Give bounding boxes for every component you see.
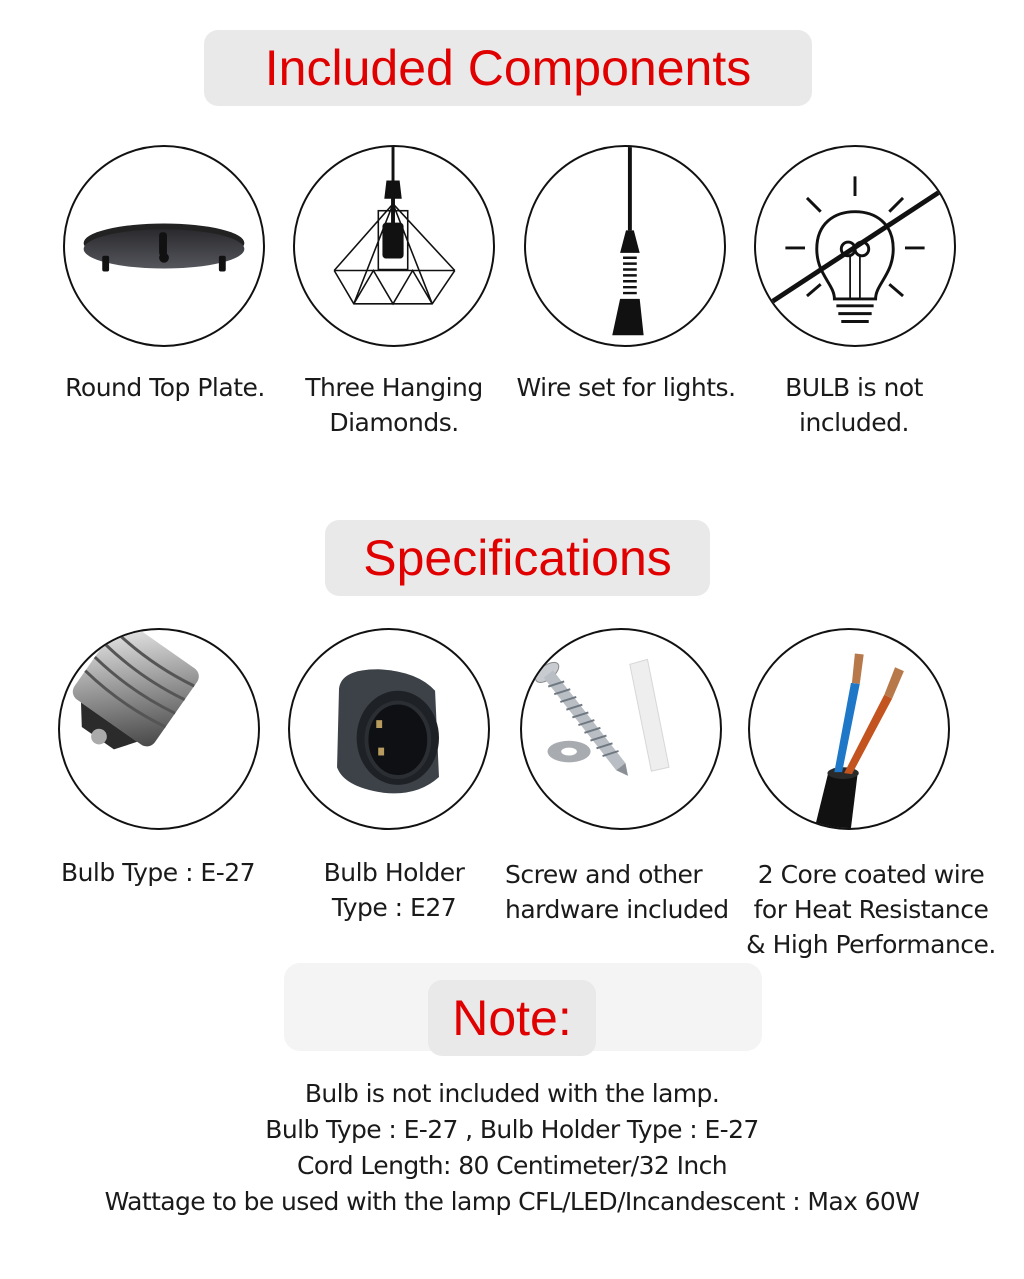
wire-set-icon: [524, 145, 726, 347]
caption-bulb-holder-type: Bulb Holder Type : E27: [323, 858, 465, 922]
note-line-bulb-type: Bulb Type : E-27 , Bulb Holder Type : E-27: [265, 1115, 759, 1144]
caption-two-core-wire: 2 Core coated wire for Heat Resistance & High Performance.: [746, 860, 996, 959]
note-line-wattage: Wattage to be used with the lamp CFL/LED/Incandescent : Max 60W: [104, 1187, 920, 1216]
note-heading: [428, 980, 596, 1056]
two-core-wire-icon: [748, 628, 950, 830]
caption-bulb-type: Bulb Type : E-27: [60, 858, 256, 887]
caption-bulb-not-included: BULB is not included.: [785, 373, 923, 437]
caption-wire-set: Wire set for lights.: [516, 373, 736, 402]
e27-bulb-base-icon: [58, 628, 260, 830]
included-components-heading: [204, 30, 812, 106]
included-components-title: Included Components: [264, 40, 752, 96]
round-top-plate-icon: [63, 145, 265, 347]
note-lines: [0, 1076, 1024, 1220]
note-title: Note:: [452, 990, 572, 1046]
note-line-cord-length: Cord Length: 80 Centimeter/32 Inch: [297, 1151, 727, 1180]
caption-round-top-plate: Round Top Plate.: [65, 373, 265, 402]
caption-screw-hardware: Screw and other hardware included: [505, 860, 729, 924]
diamond-pendant-icon: [293, 145, 495, 347]
caption-three-hanging-diamonds: Three Hanging Diamonds.: [305, 373, 483, 437]
specifications-heading: [325, 520, 710, 596]
bulb-holder-icon: [288, 628, 490, 830]
specifications-title: Specifications: [363, 530, 672, 586]
no-bulb-icon: [754, 145, 956, 347]
screw-hardware-icon: [520, 628, 722, 830]
note-line-bulb-not-included: Bulb is not included with the lamp.: [304, 1079, 720, 1108]
